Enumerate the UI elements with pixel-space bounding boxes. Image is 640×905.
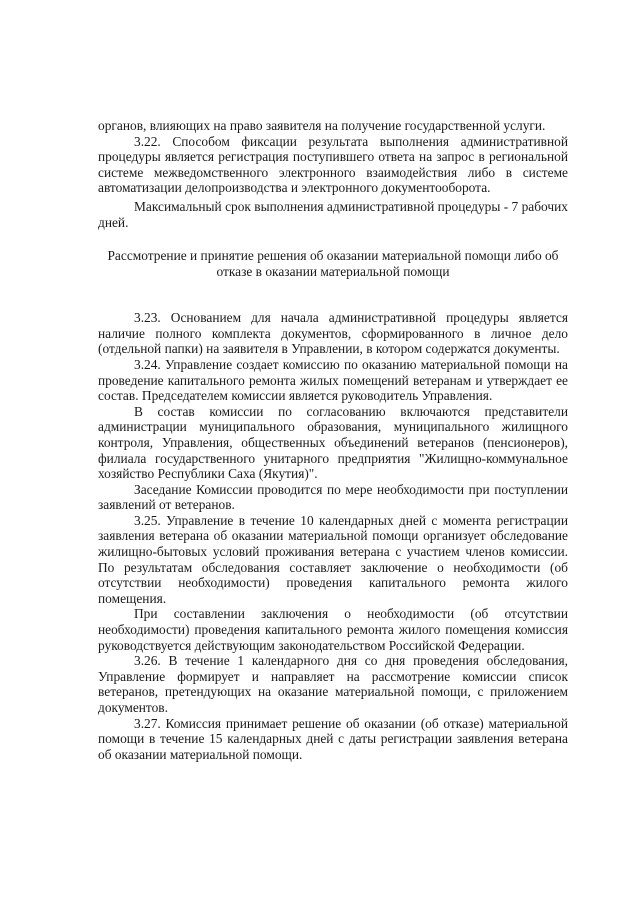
paragraph-commission-composition: В состав комиссии по согласованию включаются представители администрации муниципального образования, муниципального жилищного контроля, Управления, общественных объединений ветеранов (пенсионеров), филиала государственного унитарного предприятия "Жилищно-коммунальное хозяйство Республики Саха (Якутия)". <box>98 403 568 482</box>
document-page <box>98 118 568 762</box>
paragraph-3-24: 3.24. Управление создает комиссию по оказанию материальной помощи на проведение капитального ремонта жилых помещений ветеранам и утверждает ее состав. Председателем комиссии является руководитель Управления. <box>98 356 568 404</box>
paragraph-3-27: 3.27. Комиссия принимает решение об оказании (об отказе) материальной помощи в течение 15 календарных дней с даты регистрации заявления ветерана об оказании материальной помощи. <box>98 715 568 762</box>
paragraph-max-duration: Максимальный срок выполнения административной процедуры - 7 рабочих дней. <box>98 198 568 230</box>
paragraph-commission-meeting: Заседание Комиссии проводится по мере необходимости при поступлении заявлений от ветеранов. <box>98 481 568 513</box>
paragraph-3-25: 3.25. Управление в течение 10 календарных дней с момента регистрации заявления ветерана об оказании материальной помощи организует обследование жилищно-бытовых условий проживания ветерана с участием членов комиссии. По результатам обследования составляет заключение о необходимости (об отсутствии необходимости) проведения капитального ремонта жилого помещения. <box>98 512 568 606</box>
paragraph-conclusion: При составлении заключения о необходимости (об отсутствии необходимости) проведения капитального ремонта жилого помещения комиссия руководствуется действующим законодательством Российской Федерации. <box>98 606 568 653</box>
paragraph-continuation: органов, влияющих на право заявителя на получение государственной услуги. <box>98 118 546 133</box>
paragraph-3-23: 3.23. Основанием для начала административной процедуры является наличие полного комплекта документов, сформированного в личное дело (отдельной папки) на заявителя в Управлении, в котором содержатся документы. <box>98 310 568 357</box>
paragraph-3-22: 3.22. Способом фиксации результата выполнения административной процедуры является регистрация поступившего ответа на запрос в региональной системе межведомственного электронного взаимодействия либо в системе автоматизации делопроизводства и электронного документооборота. <box>98 133 568 196</box>
paragraph-3-26: 3.26. В течение 1 календарного дня со дня проведения обследования, Управление формирует и направляет на рассмотрение комиссии список ветеранов, претендующих на оказание материальной помощи, с приложением документов. <box>98 653 568 715</box>
section-heading: Рассмотрение и принятие решения об оказании материальной помощи либо об отказе в оказании материальной помощи <box>107 248 559 280</box>
